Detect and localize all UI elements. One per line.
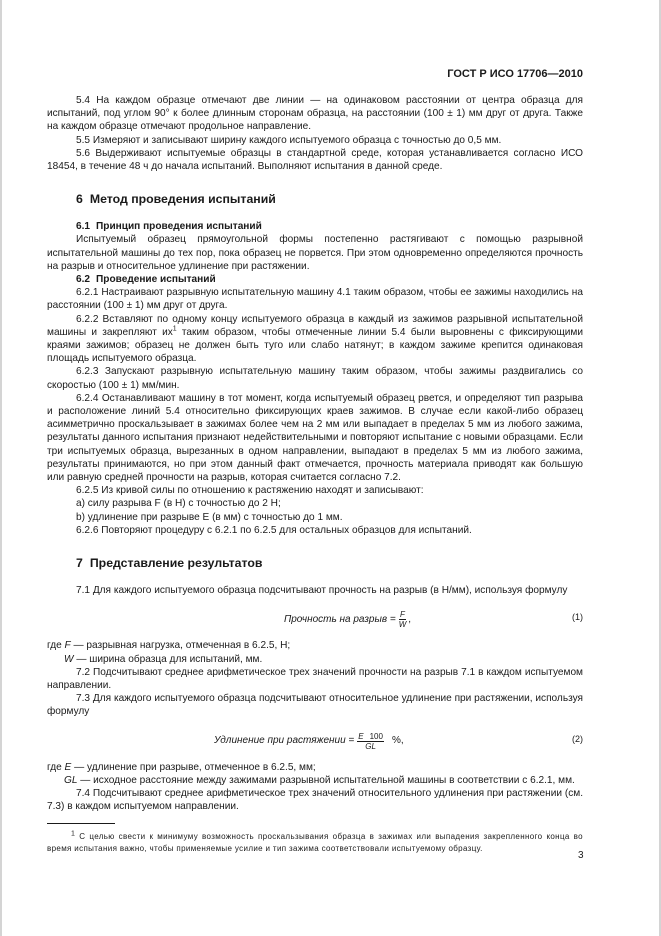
paragraph-6-2-1: 6.2.1 Настраивают разрывную испытательную машину 4.1 таким образом, чтобы ее зажимы находились на расстоянии (100 ± 1) мм друг от друга. <box>47 287 583 312</box>
footnote-text: С целью свести к минимуму возможность проскальзывания образца в зажимах или выпадения закрепленного конца во время испытания важно, чтобы применяемые усилие и тип зажима соответствовали испытуемому образцу. <box>47 832 583 854</box>
formula-1-after: , <box>408 614 412 626</box>
paragraph-5-4: 5.4 На каждом образце отмечают две линии — на одинаковом расстоянии от центра образца для испытаний, под углом 90° к более длинным сторонам образца, на расстоянии (100 ± 1) мм друг от друга. Также на каждом образце отмечают продольное направление. <box>47 95 583 133</box>
footnote-marker: 1 <box>71 830 76 838</box>
section-7-title: Представление результатов <box>89 556 263 571</box>
section-6-title: Метод проведения испытаний <box>89 192 276 207</box>
where-1-f-text: — разрывная нагрузка, отмеченная в 6.2.5, Н; <box>70 640 291 652</box>
document-number-header: ГОСТ Р ИСО 17706—2010 <box>447 68 583 80</box>
formula-1-fraction <box>399 610 407 629</box>
where-1-w <box>47 653 583 666</box>
paragraph-7-3: 7.3 Для каждого испытуемого образца подсчитывают относительное удлинение при растяжении, используя формулу <box>47 693 583 718</box>
list-item-a: a) силу разрыва F (в Н) с точностью до 2 Н; <box>76 498 281 510</box>
paragraph-6-2-2-part-a: 6.2.2 Вставляют по одному концу испытуемого образца в каждый из зажимов разрывной испытательной машины и закрепляют их <box>47 313 583 338</box>
subsection-6-2-title: Проведение испытаний <box>96 274 216 286</box>
paragraph-6-2-3: 6.2.3 Запускают разрывную испытательную машину таким образом, чтобы зажимы раздвигались со скоростью (100 ± 1) мм/мин. <box>47 366 583 391</box>
where-1-f <box>47 639 583 652</box>
section-6-number: 6 <box>76 192 83 207</box>
formula-1-numerator: F <box>400 610 405 620</box>
page-number: 3 <box>578 850 584 861</box>
where-2-label: где <box>47 761 62 773</box>
paragraph-6-2-6: 6.2.6 Повторяют процедуру с 6.2.1 по 6.2.5 для остальных образцов для испытаний. <box>76 524 472 536</box>
paragraph-7-4: 7.4 Подсчитывают среднее арифметическое трех значений относительного удлинения при растяжении (см. 7.3) в каждом испытуемом направлении. <box>47 787 583 813</box>
paragraph-5-6: 5.6 Выдерживают испытуемые образцы в стандартной среде, которая устанавливается согласно ИСО 18454, в течение 48 ч до начала испытаний. Выполняют испытания в данной среде. <box>47 147 583 173</box>
formula-2-numerator-symbol: E <box>358 731 364 741</box>
where-1-label: где <box>47 640 62 652</box>
list-item-b: b) удлинение при разрыве E (в мм) с точностью до 1 мм. <box>76 511 343 523</box>
formula-2-lhs: Удлинение при растяжении = <box>214 735 355 747</box>
paragraph-6-1: Испытуемый образец прямоугольной формы постепенно растягивают с помощью разрывной испытательной машины до тех пор, пока образец не порвется. При этом одновременно определяются прочность на разрыв и относительное удлинение при растяжении. <box>47 234 583 272</box>
formula-2 <box>47 725 583 755</box>
where-1-f-symbol: F <box>64 640 71 652</box>
where-2-e-text: — удлинение при разрыве, отмеченное в 6.2.5, мм; <box>71 761 316 773</box>
formula-2-number: (2) <box>572 733 583 744</box>
formula-1-number: (1) <box>572 612 583 623</box>
paragraph-7-2: 7.2 Подсчитывают среднее арифметическое трех значений прочности на разрыв 7.1 в каждом испытуемом направлении. <box>47 666 583 691</box>
formula-1-expression <box>284 610 411 629</box>
where-2-gl-symbol: GL <box>64 774 78 786</box>
formula-2-fraction <box>357 732 384 751</box>
paragraph-7-1: 7.1 Для каждого испытуемого образца подсчитывают прочность на разрыв (в Н/мм), используя формулу <box>76 585 568 597</box>
paragraph-6-2-2-part-b: таким образом, чтобы отмеченные линии 5.4 были выровнены с фиксирующими краями зажимов; образец не должен быть туго или слабо натянут; в каждом зажиме крепится одинаковая площадь испытуемого образца. <box>47 326 583 365</box>
formula-2-expression <box>214 732 404 751</box>
page-content <box>47 94 583 855</box>
section-7-heading <box>76 556 583 571</box>
formula-2-denominator: GL <box>365 741 376 751</box>
subsection-6-1-heading <box>76 220 583 233</box>
where-2-e-symbol: E <box>64 761 72 773</box>
paragraph-5-5: 5.5 Измеряют и записывают ширину каждого испытуемого образца с точностью до 0,5 мм. <box>76 134 502 146</box>
formula-1 <box>47 603 583 633</box>
footnote-reference: 1 <box>172 325 177 333</box>
where-1-w-text: — ширина образца для испытаний, мм. <box>73 653 263 665</box>
subsection-6-1-title: Принцип проведения испытаний <box>96 221 262 233</box>
subsection-6-2-number: 6.2 <box>76 274 91 286</box>
section-7-number: 7 <box>76 556 83 571</box>
where-2-gl-text: — исходное расстояние между зажимами разрывной испытательной машины в соответствии с 6.2.1, мм. <box>77 774 575 786</box>
paragraph-6-2-2 <box>47 313 583 366</box>
formula-2-after: %, <box>391 735 404 747</box>
section-6-heading <box>76 192 583 207</box>
footnote-divider <box>47 823 115 824</box>
footnote <box>47 831 583 855</box>
where-2-e <box>47 761 583 774</box>
where-1-w-symbol: W <box>64 653 74 665</box>
paragraph-6-2-5: 6.2.5 Из кривой силы по отношению к растяжению находят и записывают: <box>76 485 424 497</box>
formula-1-denominator: W <box>398 620 407 630</box>
where-2-gl <box>47 774 583 787</box>
page-left-edge <box>0 0 2 936</box>
formula-2-numerator-number: 100 <box>369 731 383 741</box>
subsection-6-1-number: 6.1 <box>76 221 91 233</box>
subsection-6-2-heading <box>76 273 583 286</box>
formula-2-numerator <box>357 732 384 742</box>
formula-1-lhs: Прочность на разрыв = <box>284 614 396 626</box>
paragraph-6-2-4: 6.2.4 Останавливают машину в тот момент, когда испытуемый образец рвется, и определяют тип разрыва и расположение линий 5.4 относительно фиксирующих краев зажимов. В случае если какой-либо образец асимметрично проскальзывает в зажимах более чем на 2 мм или выпадает в пределах 5 мм из любого зажима, результаты данного испытания признают недействительными и повторяют испытание с новыми образцами. Если три испытуемых образца, вырезанных в одном направлении, выпадают в пределах 5 мм из любого зажима, результаты принимаются, но при этом данный факт отмечается, прочность материала приводят как большую или равную средней прочности на разрыв, которая считается согласно 7.2. <box>47 392 583 484</box>
